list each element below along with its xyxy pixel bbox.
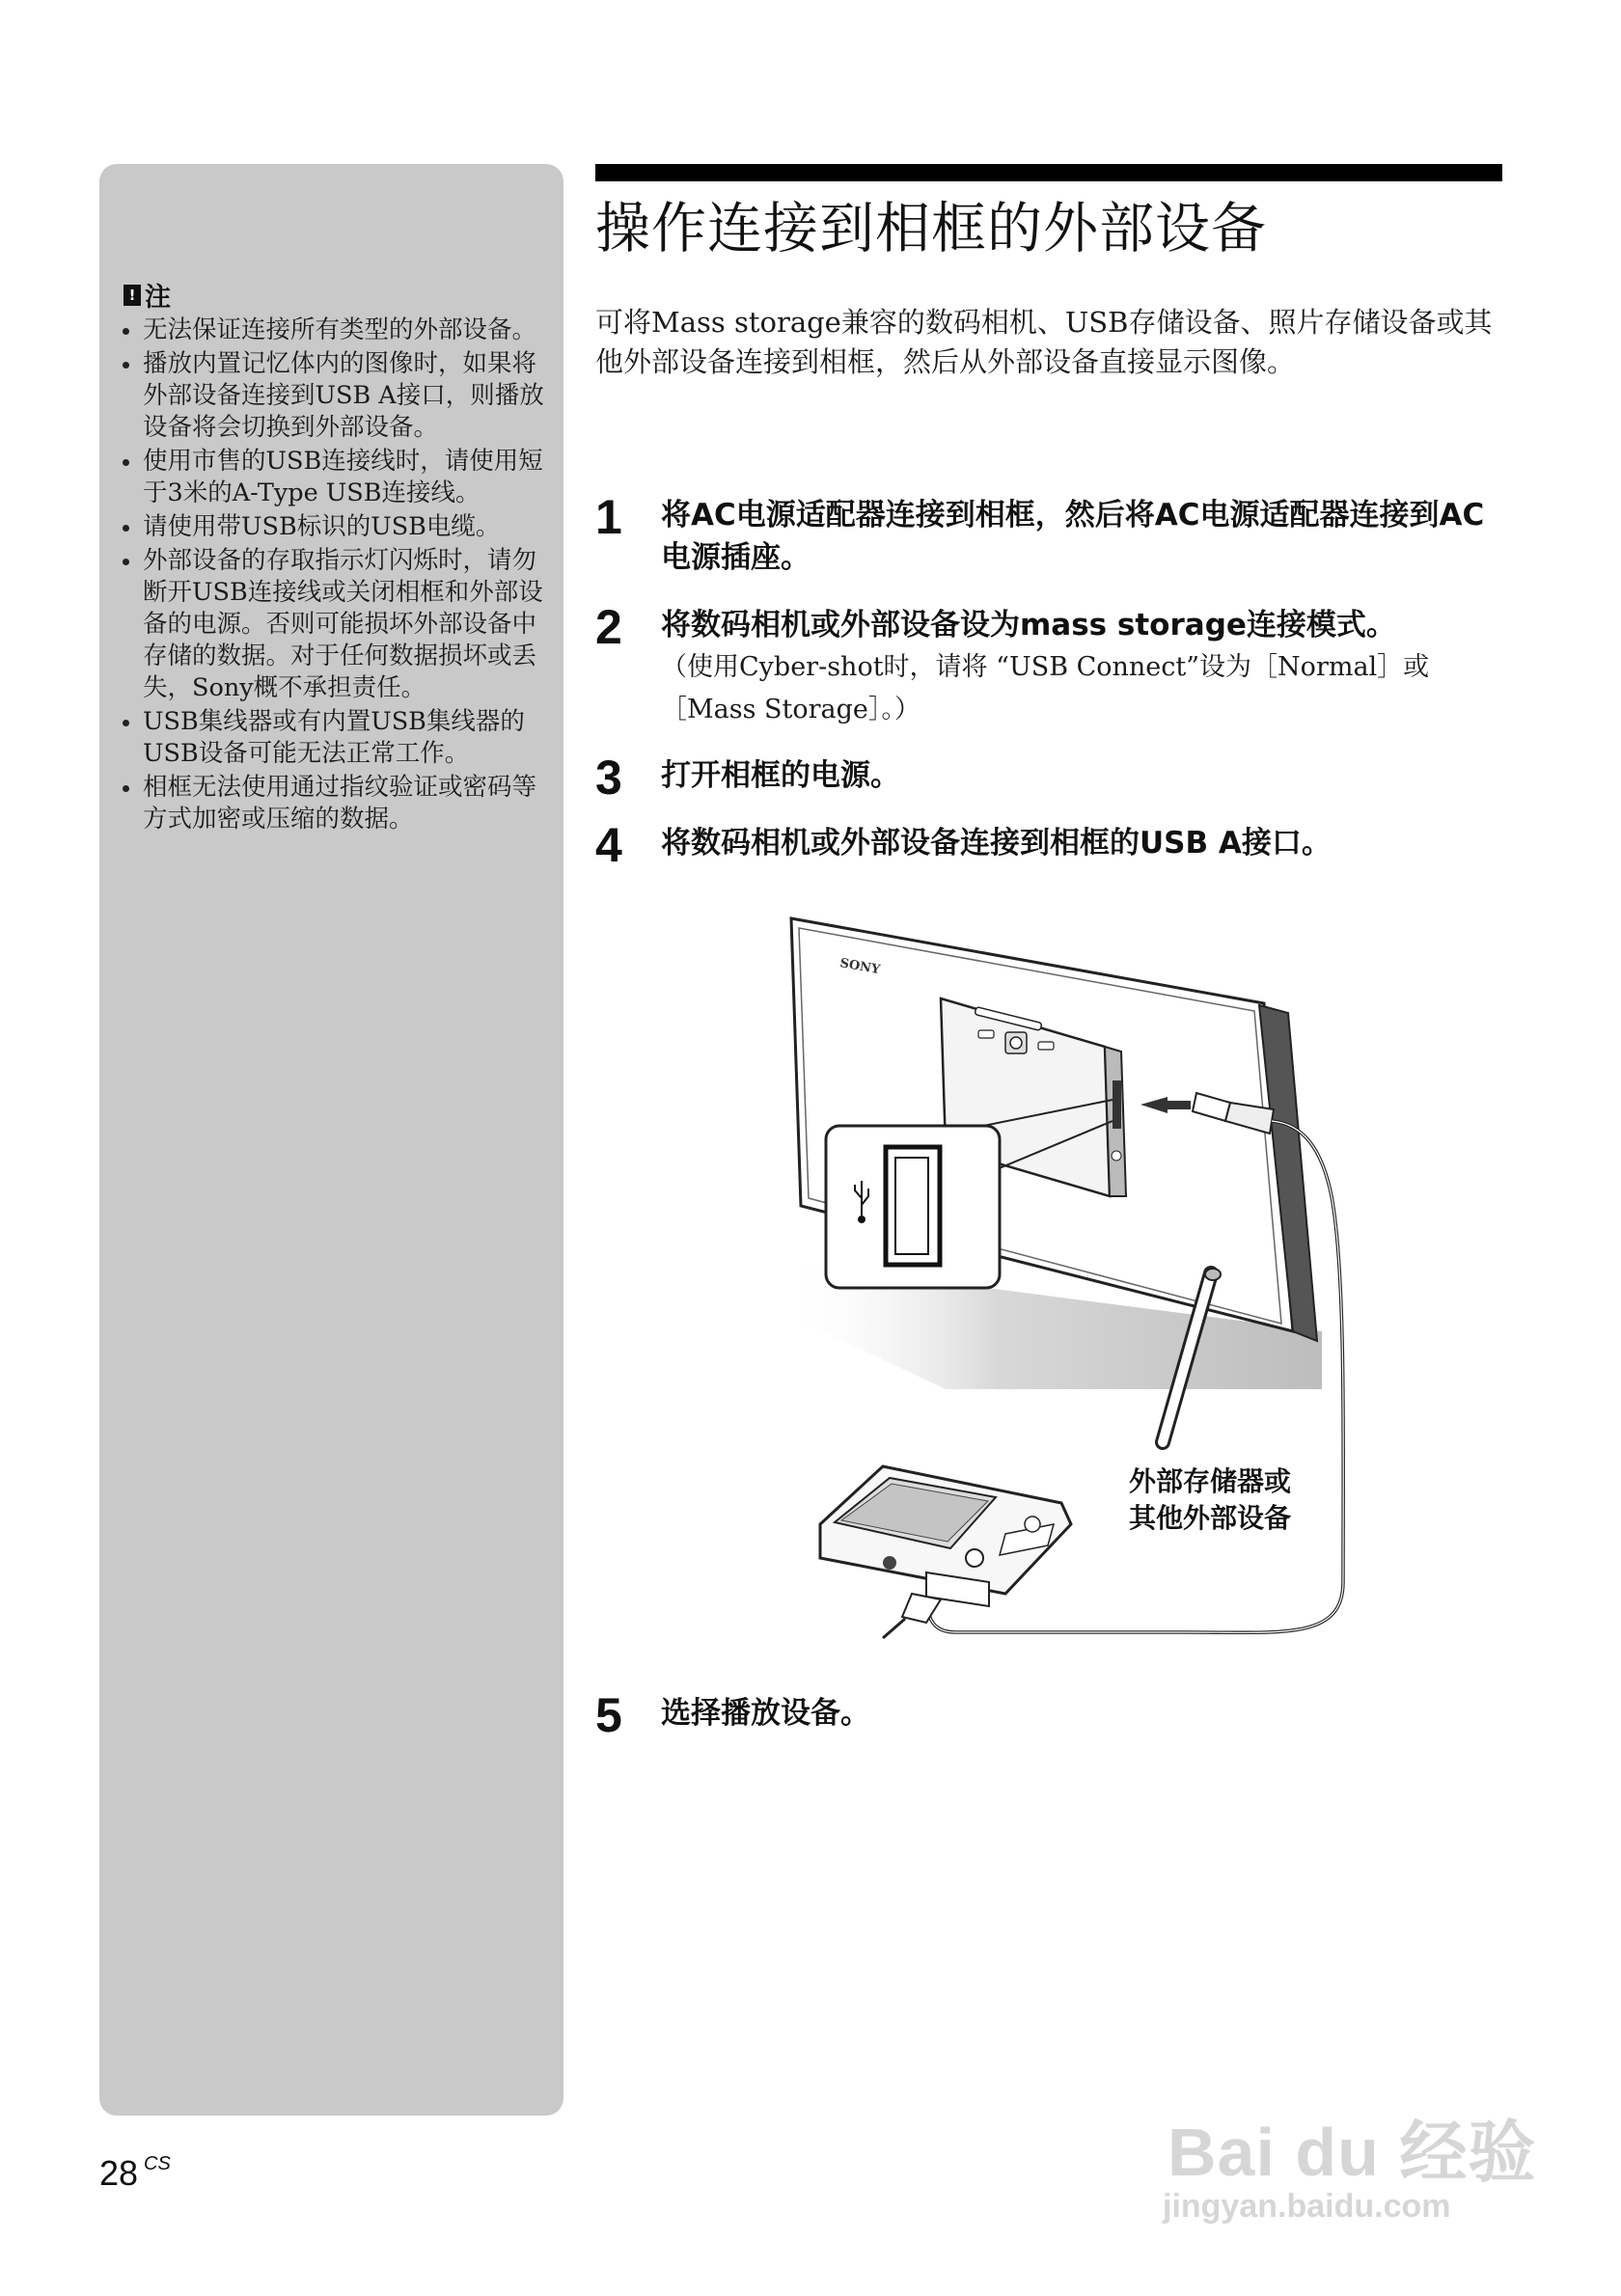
step-4 (595, 818, 1512, 872)
warning-icon: ! (124, 285, 141, 306)
step-2 (595, 600, 1512, 731)
step-text: 打开相框的电源。 (661, 758, 900, 793)
label-line-1: 外部存储器或 (1129, 1465, 1292, 1497)
step-number: 5 (595, 1688, 622, 1742)
baidu-watermark: Bai du 经验 (1168, 2115, 1537, 2190)
note-item: 外部设备的存取指示灯闪烁时，请勿断开USB连接线或关闭相框和外部设备的电源。否则可能损坏外部设备中存储的数据。对于任何数据损坏或丢失，Sony概不承担责任。 (120, 545, 544, 704)
language-code: CS (144, 2153, 171, 2174)
note-item: 相框无法使用通过指纹验证或密码等方式加密或压缩的数据。 (120, 772, 544, 835)
note-item: USB集线器或有内置USB集线器的USB设备可能无法正常工作。 (120, 706, 544, 770)
step-number: 1 (595, 490, 622, 544)
note-label: 注 (145, 283, 171, 313)
step-text: 选择播放设备。 (661, 1696, 870, 1731)
step-number: 2 (595, 600, 622, 654)
note-list (120, 314, 544, 837)
title-rule (595, 164, 1502, 181)
step-1 (595, 490, 1512, 579)
note-item: 使用市售的USB连接线时，请使用短于3米的A-Type USB连接线。 (120, 446, 544, 509)
label-line-2: 其他外部设备 (1129, 1502, 1292, 1534)
page-title: 操作连接到相框的外部设备 (595, 197, 1267, 260)
external-device-label (1129, 1463, 1291, 1537)
note-heading (124, 276, 171, 314)
step-3 (595, 751, 1512, 805)
page-number (99, 2153, 171, 2194)
note-item: 请使用带USB标识的USB电缆。 (120, 511, 544, 543)
step-text: 将AC电源适配器连接到相框，然后将AC电源适配器连接到AC电源插座。 (661, 498, 1485, 575)
connection-illustration (782, 907, 1360, 1654)
digital-camera (820, 1466, 1071, 1638)
baidu-watermark-url: jingyan.baidu.com (1163, 2188, 1451, 2225)
note-item: 播放内置记忆体内的图像时，如果将外部设备连接到USB A接口，则播放设备将会切换到外部设备。 (120, 348, 544, 444)
step-number: 4 (595, 818, 622, 872)
step-text: 将数码相机或外部设备设为mass storage连接模式。 (661, 608, 1396, 642)
intro-paragraph: 可将Mass storage兼容的数码相机、USB存储设备、照片存储设备或其他外部设备连接到相框，然后从外部设备直接显示图像。 (595, 306, 1493, 378)
frame-brand: SONY (838, 956, 882, 978)
note-item: 无法保证连接所有类型的外部设备。 (120, 314, 544, 346)
step-subtext: （使用Cyber-shot时，请将 “USB Connect”设为［Normal］或［Mass Storage］。） (661, 652, 1430, 724)
step-5 (595, 1688, 1512, 1742)
page-number-value: 28 (99, 2153, 139, 2193)
step-number: 3 (595, 751, 622, 805)
step-text: 将数码相机或外部设备连接到相框的USB A接口。 (661, 826, 1332, 861)
